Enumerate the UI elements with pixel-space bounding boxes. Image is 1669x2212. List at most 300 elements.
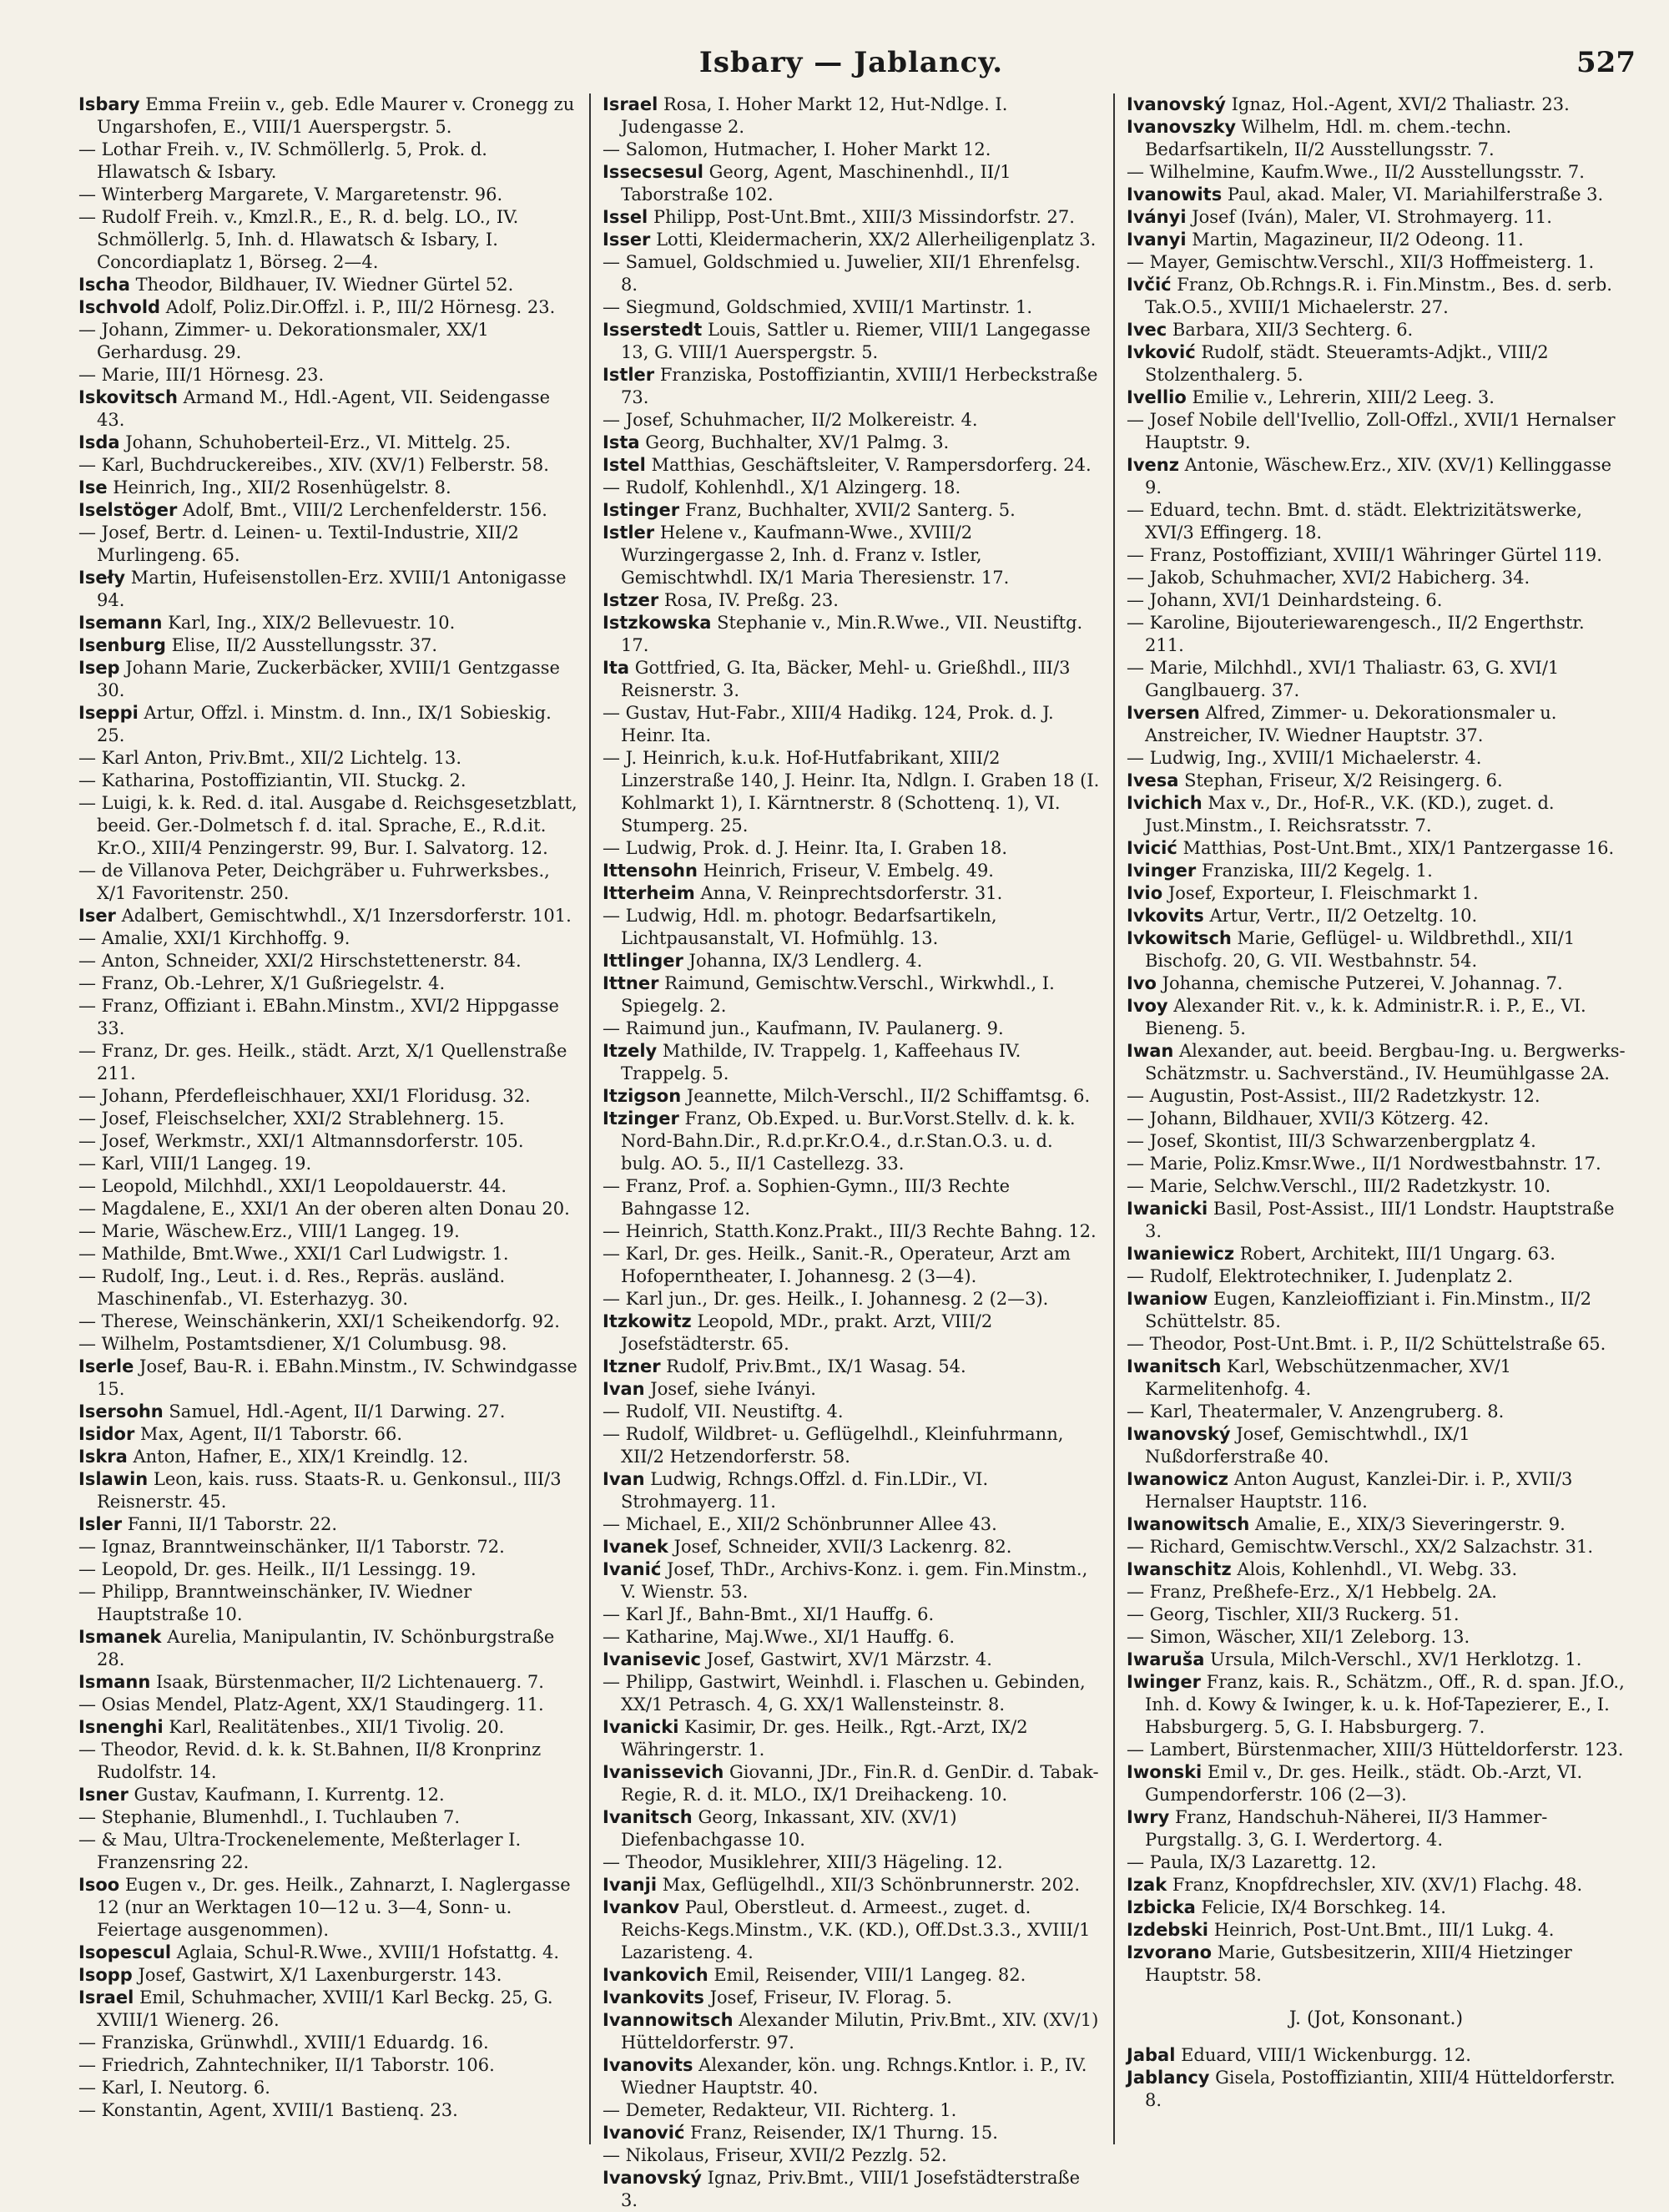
directory-entry: — Stephanie, Blumenhdl., I. Tuchlauben 7. xyxy=(78,1807,461,1827)
directory-entry: — Philipp, Gastwirt, Weinhdl. i. Flaschen u. Gebinden, XX/1 Petrasch. 4, G. XX/1 Wallensteinstr. 8. xyxy=(603,1672,1086,1715)
directory-entry: — Heinrich, Statth.Konz.Prakt., III/3 Rechte Bahng. 12. xyxy=(603,1221,1097,1241)
directory-entry: — Karl, I. Neutorg. 6. xyxy=(78,2078,270,2098)
directory-entry: — J. Heinrich, k.u.k. Hof-Hutfabrikant, XIII/2 Linzerstraße 140, J. Heinr. Ita, Ndlgn. I. Graben 18 (I. Kohlmarkt 1), I. Kärntnerstr. 8 (Schottenq. 1), VI. Stumperg. 25. xyxy=(603,748,1100,836)
directory-entry: Isopescul Aglaia, Schul-R.Wwe., XVIII/1 Hofstattg. 4. xyxy=(78,1942,560,1962)
entry-surname: Ischa xyxy=(78,275,130,295)
directory-entry: Ivellio Emilie v., Lehrerin, XIII/2 Leeg. 3. xyxy=(1127,387,1495,407)
directory-entry: Ivinger Franziska, III/2 Kegelg. 1. xyxy=(1127,861,1433,881)
entry-surname: Isopescul xyxy=(78,1942,172,1962)
directory-entry: — Samuel, Goldschmied u. Juwelier, XII/1 Ehrenfelsg. 8. xyxy=(603,252,1081,295)
directory-entry: Ivkowitsch Marie, Geflügel- u. Wildbrethdl., XII/1 Bischofg. 20, G. VII. Westbahnstr. 54. xyxy=(1127,928,1576,971)
directory-entry: — Karl, Theatermaler, V. Anzengruberg. 8. xyxy=(1127,1401,1505,1422)
directory-entry: — Paula, IX/3 Lazarettg. 12. xyxy=(1127,1852,1377,1872)
entry-surname: Iwanowitsch xyxy=(1127,1514,1250,1534)
directory-entry: Ivo Johanna, chemische Putzerei, V. Johannag. 7. xyxy=(1127,973,1563,993)
entry-surname: Iwanitsch xyxy=(1127,1356,1222,1376)
entry-surname: Ivanisevic xyxy=(603,1649,701,1669)
entry-surname: Iseppi xyxy=(78,703,139,723)
entry-surname: Itzely xyxy=(603,1041,658,1061)
entry-surname: Ivanowits xyxy=(1127,184,1223,205)
entry-surname: Iskovitsch xyxy=(78,387,178,407)
directory-entry: Itzigson Jeannette, Milch-Verschl., II/2 Schiffamtsg. 6. xyxy=(603,1086,1091,1106)
directory-entry: — Karoline, Bijouteriewarengesch., II/2 Engerthstr. 211. xyxy=(1127,613,1585,655)
directory-entry: Ivichich Max v., Dr., Hof-R., V.K. (KD.), zuget. d. Just.Minstm., I. Reichsratsstr. 7. xyxy=(1127,793,1555,836)
directory-entry: Ismann Isaak, Bürstenmacher, II/2 Lichtenauerg. 7. xyxy=(78,1672,544,1692)
directory-entry: — Nikolaus, Friseur, XVII/2 Pezzlg. 52. xyxy=(603,2145,947,2165)
directory-entry: Iwanschitz Alois, Kohlenhdl., VI. Webg. 33. xyxy=(1127,1559,1518,1579)
entry-surname: Isoo xyxy=(78,1875,120,1895)
directory-entry: Islawin Leon, kais. russ. Staats-R. u. Genkonsul., III/3 Reisnerstr. 45. xyxy=(78,1469,562,1512)
entry-surname: Jablancy xyxy=(1127,2068,1210,2088)
directory-entry: Iversen Alfred, Zimmer- u. Dekorationsmaler u. Anstreicher, IV. Wiedner Hauptstr. 37. xyxy=(1127,703,1557,745)
entry-surname: Iseły xyxy=(78,568,126,588)
directory-entry: Issel Philipp, Post-Unt.Bmt., XIII/3 Missindorfstr. 27. xyxy=(603,207,1075,227)
directory-entry: — Marie, Selchw.Verschl., III/2 Radetzkystr. 10. xyxy=(1127,1176,1551,1196)
directory-entry: Itzely Mathilde, IV. Trappelg. 1, Kaffeehaus IV. Trappelg. 5. xyxy=(603,1041,1021,1083)
page-number: 527 xyxy=(1576,46,1636,79)
directory-entry: Iselstöger Adolf, Bmt., VIII/2 Lerchenfelderstr. 156. xyxy=(78,500,547,520)
directory-entry: Istel Matthias, Geschäftsleiter, V. Rampersdorferg. 24. xyxy=(603,455,1092,475)
directory-entry: — Lothar Freih. v., IV. Schmöllerlg. 5, Prok. d. Hlawatsch & Isbary. xyxy=(78,139,487,182)
entry-surname: Iwry xyxy=(1127,1807,1170,1827)
section-heading: J. (Jot, Konsonant.) xyxy=(1288,2008,1464,2029)
entry-surname: Izbicka xyxy=(1127,1897,1196,1917)
directory-entry: Iwanitsch Karl, Webschützenmacher, XV/1 Karmelitenhofg. 4. xyxy=(1127,1356,1512,1399)
entry-surname: Ivichich xyxy=(1127,793,1203,813)
directory-entry: — Rudolf Freih. v., Kmzl.R., E., R. d. belg. LO., IV. Schmöllerlg. 5, Inh. d. Hlawatsch & Isbary, I. Concordiaplatz 1, Börseg. 2—4. xyxy=(78,207,519,272)
entry-surname: Izak xyxy=(1127,1875,1167,1895)
entry-surname: Istinger xyxy=(603,500,680,520)
entry-surname: Israel xyxy=(78,1987,134,2007)
directory-entry: Isnenghi Karl, Realitätenbes., XII/1 Tivolig. 20. xyxy=(78,1717,505,1737)
directory-entry: Jablancy Gisela, Postoffiziantin, XIII/4 Hütteldorferstr. 8. xyxy=(1127,2068,1616,2110)
directory-entry: — Jakob, Schuhmacher, XVI/2 Habicherg. 34. xyxy=(1127,568,1530,588)
entry-surname: Ivenz xyxy=(1127,455,1179,475)
directory-entry: Ivankovits Josef, Friseur, IV. Florag. 5. xyxy=(603,1987,952,2007)
directory-entry: — Mathilde, Bmt.Wwe., XXI/1 Carl Ludwigstr. 1. xyxy=(78,1244,509,1264)
entry-surname: Ivanek xyxy=(603,1537,668,1557)
entry-surname: Iwan xyxy=(1127,1041,1174,1061)
directory-entry: Ista Georg, Buchhalter, XV/1 Palmg. 3. xyxy=(603,432,950,452)
directory-entry: Ivanovský Ignaz, Hol.-Agent, XVI/2 Thaliastr. 23. xyxy=(1127,94,1570,114)
directory-entry: — Ludwig, Hdl. m. photogr. Bedarfsartikeln, Lichtpausanstalt, VI. Hofmühlg. 13. xyxy=(603,906,997,948)
directory-entry: Iseły Martin, Hufeisenstollen-Erz. XVIII/1 Antonigasse 94. xyxy=(78,568,567,610)
directory-entry: Israel Emil, Schuhmacher, XVIII/1 Karl Beckg. 25, G. XVIII/1 Wienerg. 26. xyxy=(78,1987,553,2030)
directory-entry: Isbary Emma Freiin v., geb. Edle Maurer v. Cronegg zu Ungarshofen, E., VIII/1 Auerspergstr. 5. xyxy=(78,94,575,137)
entry-surname: Istzkowska xyxy=(603,613,712,633)
directory-entry: — Rudolf, Ing., Leut. i. d. Res., Repräs. ausländ. Maschinenfab., VI. Esterhazyg. 30. xyxy=(78,1266,506,1309)
directory-entry: — de Villanova Peter, Deichgräber u. Fuhrwerksbes., X/1 Favoritenstr. 250. xyxy=(78,861,550,903)
directory-entry: — Marie, Poliz.Kmsr.Wwe., II/1 Nordwestbahnstr. 17. xyxy=(1127,1154,1601,1174)
entry-surname: Iser xyxy=(78,906,116,926)
column-3 xyxy=(1115,93,1637,2144)
directory-entry: Ivannowitsch Alexander Milutin, Priv.Bmt., XIV. (XV/1) Hütteldorferstr. 97. xyxy=(603,2010,1099,2053)
directory-entry: — Katharine, Maj.Wwe., XI/1 Hauffg. 6. xyxy=(603,1627,956,1647)
directory-entry: — Theodor, Post-Unt.Bmt. i. P., II/2 Schüttelstraße 65. xyxy=(1127,1334,1606,1354)
entry-surname: Istler xyxy=(603,523,655,543)
entry-surname: Iskra xyxy=(78,1447,128,1467)
entry-surname: Ismanek xyxy=(78,1627,162,1647)
directory-entry: Ittensohn Heinrich, Friseur, V. Embelg. 49. xyxy=(603,861,994,881)
directory-entry: Istler Franziska, Postoffiziantin, XVIII/1 Herbeckstraße 73. xyxy=(603,365,1098,407)
entry-surname: Issel xyxy=(603,207,648,227)
directory-entry: — Simon, Wäscher, XII/1 Zeleborg. 13. xyxy=(1127,1627,1470,1647)
directory-entry: — Wilhelmine, Kaufm.Wwe., II/2 Ausstellungsstr. 7. xyxy=(1127,162,1585,182)
entry-surname: Ivanitsch xyxy=(603,1807,693,1827)
directory-entry: Isersohn Samuel, Hdl.-Agent, II/1 Darwing. 27. xyxy=(78,1401,506,1422)
directory-entry: Iwanicki Basil, Post-Assist., III/1 Londstr. Hauptstraße 3. xyxy=(1127,1199,1615,1241)
directory-entry: Iseppi Artur, Offzl. i. Minstm. d. Inn., IX/1 Sobieskig. 25. xyxy=(78,703,552,745)
entry-surname: Ivčić xyxy=(1127,275,1172,295)
entry-surname: Ise xyxy=(78,477,108,497)
directory-entry: — Winterberg Margarete, V. Margaretenstr. 96. xyxy=(78,184,503,205)
directory-entry: Ivanić Josef, ThDr., Archivs-Konz. i. gem. Fin.Minstm., V. Wienstr. 53. xyxy=(603,1559,1088,1602)
entry-surname: Ivkowitsch xyxy=(1127,928,1232,948)
entry-surname: Ittlinger xyxy=(603,951,683,971)
entry-surname: Isersohn xyxy=(78,1401,164,1422)
directory-entry: — Karl, VIII/1 Langeg. 19. xyxy=(78,1154,312,1174)
entry-surname: Isbary xyxy=(78,94,140,114)
directory-entry: Ivanović Franz, Reisender, IX/1 Thurng. 15. xyxy=(603,2123,998,2143)
directory-entry: Ivković Rudolf, städt. Steueramts-Adjkt., VIII/2 Stolzenthalerg. 5. xyxy=(1127,342,1549,385)
entry-surname: Istel xyxy=(603,455,646,475)
entry-surname: Isda xyxy=(78,432,120,452)
directory-entry: — Luigi, k. k. Red. d. ital. Ausgabe d. Reichsgesetzblatt, beeid. Ger.-Dolmetsch f. d. ital. Sprache, E., R.d.it. Kr.O., XIII/4 Penzingerstr. 99, Bur. I. Salvatorg. 12. xyxy=(78,793,577,858)
entry-surname: Ivanovský xyxy=(603,2168,702,2188)
directory-entry: — Karl jun., Dr. ges. Heilk., I. Johannesg. 2 (2—3). xyxy=(603,1289,1049,1309)
directory-entry: — Mayer, Gemischtw.Verschl., XII/3 Hoffmeisterg. 1. xyxy=(1127,252,1595,272)
entry-surname: Ivanissevich xyxy=(603,1762,724,1782)
directory-entry: — Franz, Offiziant i. EBahn.Minstm., XVI/2 Hippgasse 33. xyxy=(78,996,559,1038)
entry-surname: Issecsesul xyxy=(603,162,703,182)
directory-entry: Isserstedt Louis, Sattler u. Riemer, VIII/1 Langegasse 13, G. VIII/1 Auerspergstr. 5. xyxy=(603,320,1091,362)
directory-entry: Ischa Theodor, Bildhauer, IV. Wiedner Gürtel 52. xyxy=(78,275,514,295)
directory-entry: Ivankov Paul, Oberstleut. d. Armeest., zuget. d. Reichs-Kegs.Minstm., V.K. (KD.), Off.Dst.3.3., XVIII/1 Lazaristeng. 4. xyxy=(603,1897,1091,1962)
directory-entry: — Rudolf, Wildbret- u. Geflügelhdl., Kleinfuhrmann, XII/2 Hetzendorferstr. 58. xyxy=(603,1424,1064,1467)
entry-surname: Isler xyxy=(78,1514,123,1534)
entry-surname: Ittensohn xyxy=(603,861,698,881)
entry-surname: Iversen xyxy=(1127,703,1200,723)
entry-surname: Ita xyxy=(603,658,630,678)
directory-entry: Ivan Ludwig, Rchngs.Offzl. d. Fin.LDir., VI. Strohmayerg. 11. xyxy=(603,1469,989,1512)
directory-entry: — Michael, E., XII/2 Schönbrunner Allee 43. xyxy=(603,1514,997,1534)
entry-surname: Islawin xyxy=(78,1469,149,1489)
entry-surname: Ismann xyxy=(78,1672,151,1692)
directory-entry: Istinger Franz, Buchhalter, XVII/2 Santerg. 5. xyxy=(603,500,1016,520)
directory-entry: Izak Franz, Knopfdrechsler, XIV. (XV/1) Flachg. 48. xyxy=(1127,1875,1583,1895)
directory-entry: — Marie, III/1 Hörnesg. 23. xyxy=(78,365,325,385)
directory-entry: — Wilhelm, Postamtsdiener, X/1 Columbusg. 98. xyxy=(78,1334,507,1354)
entry-surname: Itzinger xyxy=(603,1109,679,1129)
entry-surname: Ista xyxy=(603,432,640,452)
entry-surname: Ivankovits xyxy=(603,1987,704,2007)
directory-entry: Isemann Karl, Ing., XIX/2 Bellevuestr. 10. xyxy=(78,613,456,633)
directory-entry: Isep Johann Marie, Zuckerbäcker, XVIII/1 Gentzgasse 30. xyxy=(78,658,560,700)
directory-entry: Ivanovits Alexander, kön. ung. Rchngs.Kntlor. i. P., IV. Wiedner Hauptstr. 40. xyxy=(603,2055,1087,2098)
directory-entry: — Raimund jun., Kaufmann, IV. Paulanerg. 9. xyxy=(603,1018,1004,1038)
entry-surname: Iwanovský xyxy=(1127,1424,1231,1444)
directory-entry: Iwanowicz Anton August, Kanzlei-Dir. i. P., XVII/3 Hernalser Hauptstr. 116. xyxy=(1127,1469,1573,1512)
directory-entry: — Josef, Schuhmacher, II/2 Molkereistr. 4. xyxy=(603,410,978,430)
entry-surname: Itzkowitz xyxy=(603,1311,692,1331)
directory-entry: Ivanowits Paul, akad. Maler, VI. Mariahilferstraße 3. xyxy=(1127,184,1604,205)
entry-surname: Iselstöger xyxy=(78,500,178,520)
directory-entry: Isda Johann, Schuhoberteil-Erz., VI. Mittelg. 25. xyxy=(78,432,512,452)
entry-surname: Isnenghi xyxy=(78,1717,164,1737)
directory-entry: Ivan Josef, siehe Iványi. xyxy=(603,1379,816,1399)
directory-entry: Iwonski Emil v., Dr. ges. Heilk., städt. Ob.-Arzt, VI. Gumpendorferstr. 106 (2—3). xyxy=(1127,1762,1583,1805)
directory-entry: Ivanovszky Wilhelm, Hdl. m. chem.-techn. Bedarfsartikeln, II/2 Ausstellungsstr. 7. xyxy=(1127,117,1512,159)
entry-surname: Ivicić xyxy=(1127,838,1177,858)
directory-entry: — Franz, Preßhefe-Erz., X/1 Hebbelg. 2A. xyxy=(1127,1582,1497,1602)
directory-entry: — Augustin, Post-Assist., III/2 Radetzkystr. 12. xyxy=(1127,1086,1540,1106)
directory-entry: — Theodor, Revid. d. k. k. St.Bahnen, II/8 Kronprinz Rudolfstr. 14. xyxy=(78,1740,542,1782)
page-title: Isbary — Jablancy. xyxy=(698,46,1004,79)
directory-entry: Ivio Josef, Exporteur, I. Fleischmarkt 1. xyxy=(1127,883,1479,903)
directory-entry: — Franz, Prof. a. Sophien-Gymn., III/3 Rechte Bahngasse 12. xyxy=(603,1176,1011,1219)
directory-entry: — Amalie, XXI/1 Kirchhoffg. 9. xyxy=(78,928,350,948)
directory-entry: Ise Heinrich, Ing., XII/2 Rosenhügelstr. 8. xyxy=(78,477,451,497)
entry-surname: Itzner xyxy=(603,1356,661,1376)
entry-surname: Isserstedt xyxy=(603,320,703,340)
directory-entry: — Theodor, Musiklehrer, XIII/3 Hägeling. 12. xyxy=(603,1852,1003,1872)
directory-entry: — Franz, Dr. ges. Heilk., städt. Arzt, X/1 Quellenstraße 211. xyxy=(78,1041,567,1083)
directory-entry: — Ludwig, Prok. d. J. Heinr. Ita, I. Graben 18. xyxy=(603,838,1008,858)
directory-entry: Iwaniow Eugen, Kanzleioffiziant i. Fin.Minstm., II/2 Schüttelstr. 85. xyxy=(1127,1289,1592,1331)
entry-surname: Isner xyxy=(78,1785,129,1805)
entry-surname: Ivanicki xyxy=(603,1717,679,1737)
entry-surname: Iwanicki xyxy=(1127,1199,1208,1219)
entry-surname: Iwaruša xyxy=(1127,1649,1205,1669)
directory-entry: — Karl Jf., Bahn-Bmt., XI/1 Hauffg. 6. xyxy=(603,1604,935,1624)
entry-surname: Ivec xyxy=(1127,320,1167,340)
directory-entry: Iwanowitsch Amalie, E., XIX/3 Sieveringerstr. 9. xyxy=(1127,1514,1566,1534)
page-header xyxy=(67,46,1636,96)
directory-entry: Isler Fanni, II/1 Taborstr. 22. xyxy=(78,1514,338,1534)
directory-entry: Ivanicki Kasimir, Dr. ges. Heilk., Rgt.-Arzt, IX/2 Währingerstr. 1. xyxy=(603,1717,1028,1760)
directory-entry: — Richard, Gemischtw.Verschl., XX/2 Salzachstr. 31. xyxy=(1127,1537,1594,1557)
entry-surname: Iwanowicz xyxy=(1127,1469,1229,1489)
directory-entry: Ivanek Josef, Schneider, XVII/3 Lackenrg. 82. xyxy=(603,1537,1012,1557)
directory-entry: — Josef, Werkmstr., XXI/1 Altmannsdorferstr. 105. xyxy=(78,1131,524,1151)
entry-surname: Iwaniow xyxy=(1127,1289,1208,1309)
directory-entry: Ittner Raimund, Gemischtw.Verschl., Wirkwhdl., I. Spiegelg. 2. xyxy=(603,973,1055,1016)
directory-entry: Iwaruša Ursula, Milch-Verschl., XV/1 Herklotzg. 1. xyxy=(1127,1649,1582,1669)
directory-entry: Ivanji Max, Geflügelhdl., XII/3 Schönbrunnerstr. 202. xyxy=(603,1875,1081,1895)
entry-surname: Ivan xyxy=(603,1379,645,1399)
directory-entry: Iskra Anton, Hafner, E., XIX/1 Kreindlg. 12. xyxy=(78,1447,469,1467)
entry-surname: Izvorano xyxy=(1127,1942,1213,1962)
directory-entry: Issecsesul Georg, Agent, Maschinenhdl., II/1 Taborstraße 102. xyxy=(603,162,1011,205)
entry-surname: Ivanji xyxy=(603,1875,658,1895)
directory-entry: — Josef Nobile dell'Ivellio, Zoll-Offzl., XVII/1 Hernalser Hauptstr. 9. xyxy=(1127,410,1616,452)
entry-surname: Ivanović xyxy=(603,2123,685,2143)
directory-entry: Iwinger Franz, kais. R., Schätzm., Off., R. d. span. Jf.O., Inh. d. Kowy & Iwinger, k. u. k. Hof-Tapezierer, E., I. Habsburgerg. 5, G. I. Habsburgerg. 7. xyxy=(1127,1672,1625,1737)
entry-surname: Ivanić xyxy=(603,1559,662,1579)
directory-entry: Israel Rosa, I. Hoher Markt 12, Hut-Ndlge. I. Judengasse 2. xyxy=(603,94,1008,137)
directory-entry: — Anton, Schneider, XXI/2 Hirschstettenerstr. 84. xyxy=(78,951,522,971)
entry-surname: Iwanschitz xyxy=(1127,1559,1232,1579)
entry-surname: Isep xyxy=(78,658,120,678)
entry-surname: Isemann xyxy=(78,613,163,633)
directory-entry: Ivanovský Ignaz, Priv.Bmt., VIII/1 Josefstädterstraße 3. xyxy=(603,2168,1081,2210)
directory-entry: — Franz, Ob.-Lehrer, X/1 Gußriegelstr. 4. xyxy=(78,973,446,993)
entry-surname: Itzigson xyxy=(603,1086,682,1106)
entry-surname: Ivankovich xyxy=(603,1965,708,1985)
entry-surname: Iwinger xyxy=(1127,1672,1201,1692)
directory-entry: Ivicić Matthias, Post-Unt.Bmt., XIX/1 Pantzergasse 16. xyxy=(1127,838,1615,858)
entry-surname: Ivesa xyxy=(1127,770,1179,790)
entry-surname: Ivankov xyxy=(603,1897,680,1917)
directory-entry: Iványi Josef (Iván), Maler, VI. Strohmayerg. 11. xyxy=(1127,207,1552,227)
entry-surname: Jabal xyxy=(1127,2045,1176,2065)
entry-surname: Ivan xyxy=(603,1469,645,1489)
entry-surname: Israel xyxy=(603,94,658,114)
entry-surname: Ivinger xyxy=(1127,861,1197,881)
directory-entry: — Demeter, Redakteur, VII. Richterg. 1. xyxy=(603,2100,957,2120)
directory-entry: Iser Adalbert, Gemischtwhdl., X/1 Inzersdorferstr. 101. xyxy=(78,906,572,926)
entry-surname: Ivanovský xyxy=(1127,94,1226,114)
directory-entry: Istler Helene v., Kaufmann-Wwe., XVIII/2 Wurzingergasse 2, Inh. d. Franz v. Istler, Gemischtwhdl. IX/1 Maria Theresienstr. 17. xyxy=(603,523,1010,588)
directory-entry: Isner Gustav, Kaufmann, I. Kurrentg. 12. xyxy=(78,1785,445,1805)
directory-entry: — Marie, Milchhdl., XVI/1 Thaliastr. 63, G. XVI/1 Ganglbauerg. 37. xyxy=(1127,658,1560,700)
entry-surname: Ivanovszky xyxy=(1127,117,1237,137)
entry-surname: Isser xyxy=(603,230,651,250)
entry-surname: Ivanyi xyxy=(1127,230,1187,250)
column-1 xyxy=(67,93,591,2144)
directory-entry: Ivanisevic Josef, Gastwirt, XV/1 Märzstr. 4. xyxy=(603,1649,992,1669)
directory-entry: — Johann, XVI/1 Deinhardsteing. 6. xyxy=(1127,590,1443,610)
directory-entry: — Karl Anton, Priv.Bmt., XII/2 Lichtelg. 13. xyxy=(78,748,462,768)
directory-entry: Isoo Eugen v., Dr. ges. Heilk., Zahnarzt, I. Naglergasse 12 (nur an Werktagen 10—12 u. 3—4, Sonn- u. Feiertage ausgenommen). xyxy=(78,1875,571,1940)
directory-entry: Ivkovits Artur, Vertr., II/2 Oetzeltg. 10. xyxy=(1127,906,1478,926)
directory-entry: — Eduard, techn. Bmt. d. städt. Elektrizitätswerke, XVI/3 Effingerg. 18. xyxy=(1127,500,1582,543)
directory-entry: — Josef, Bertr. d. Leinen- u. Textil-Industrie, XII/2 Murlingeng. 65. xyxy=(78,523,519,565)
entry-surname: Isopp xyxy=(78,1965,133,1985)
directory-entry: Ittlinger Johanna, IX/3 Lendlerg. 4. xyxy=(603,951,923,971)
directory-entry: Izbicka Felicie, IX/4 Borschkeg. 14. xyxy=(1127,1897,1446,1917)
directory-entry: Itzner Rudolf, Priv.Bmt., IX/1 Wasag. 54. xyxy=(603,1356,966,1376)
directory-entry: Itzinger Franz, Ob.Exped. u. Bur.Vorst.Stellv. d. k. k. Nord-Bahn.Dir., R.d.pr.Kr.O.4., d.r.Stan.O.3. u. d. bulg. AO. 5., II/1 Castellezg. 33. xyxy=(603,1109,1076,1174)
directory-entry: Izdebski Heinrich, Post-Unt.Bmt., III/1 Lukg. 4. xyxy=(1127,1920,1555,1940)
directory-entry: — Lambert, Bürstenmacher, XIII/3 Hütteldorferstr. 123. xyxy=(1127,1740,1624,1760)
directory-entry: Ivoy Alexander Rit. v., k. k. Administr.R. i. P., E., VI. Bieneng. 5. xyxy=(1127,996,1586,1038)
directory-entry: — Magdalene, E., XXI/1 An der oberen alten Donau 20. xyxy=(78,1199,570,1219)
entry-surname: Iserle xyxy=(78,1356,134,1376)
directory-entry: Iwanovský Josef, Gemischtwhdl., IX/1 Nußdorferstraße 40. xyxy=(1127,1424,1470,1467)
directory-entry: — Ignaz, Branntweinschänker, II/1 Taborstr. 72. xyxy=(78,1537,505,1557)
entry-surname: Istzer xyxy=(603,590,659,610)
directory-entry: — Rudolf, Elektrotechniker, I. Judenplatz 2. xyxy=(1127,1266,1514,1286)
directory-entry: — Rudolf, Kohlenhdl., X/1 Alzingerg. 18. xyxy=(603,477,961,497)
directory-entry: Isser Lotti, Kleidermacherin, XX/2 Allerheiligenplatz 3. xyxy=(603,230,1097,250)
entry-surname: Ittner xyxy=(603,973,659,993)
directory-entry: — Friedrich, Zahntechniker, II/1 Taborstr. 106. xyxy=(78,2055,495,2075)
directory-entry: — Franziska, Grünwhdl., XVIII/1 Eduardg. 16. xyxy=(78,2033,489,2053)
directory-entry: Ivesa Stephan, Friseur, X/2 Reisingerg. 6. xyxy=(1127,770,1503,790)
directory-entry: — Ludwig, Ing., XVIII/1 Michaelerstr. 4. xyxy=(1127,748,1482,768)
directory-entry: — Osias Mendel, Platz-Agent, XX/1 Staudingerg. 11. xyxy=(78,1694,544,1715)
directory-entry: — Karl, Dr. ges. Heilk., Sanit.-R., Operateur, Arzt am Hofoperntheater, I. Johannesg. 2 (3—4). xyxy=(603,1244,1071,1286)
entry-surname: Istler xyxy=(603,365,655,385)
directory-entry: Ivanyi Martin, Magazineur, II/2 Odeong. 11. xyxy=(1127,230,1524,250)
directory-entry: — Katharina, Postoffiziantin, VII. Stuckg. 2. xyxy=(78,770,466,790)
directory-entry: Iwan Alexander, aut. beeid. Bergbau-Ing. u. Bergwerks-Schätzmstr. u. Sachverständ., IV. Heumühlgasse 2A. xyxy=(1127,1041,1626,1083)
directory-entry: — Karl, Buchdruckereibes., XIV. (XV/1) Felberstr. 58. xyxy=(78,455,549,475)
directory-entry: Ivankovich Emil, Reisender, VIII/1 Langeg. 82. xyxy=(603,1965,1026,1985)
entry-surname: Ivkovits xyxy=(1127,906,1204,926)
entry-surname: Ivellio xyxy=(1127,387,1187,407)
directory-entry: Isopp Josef, Gastwirt, X/1 Laxenburgerstr. 143. xyxy=(78,1965,502,1985)
entry-surname: Ivković xyxy=(1127,342,1196,362)
entry-surname: Ivo xyxy=(1127,973,1157,993)
directory-entry: Itterheim Anna, V. Reinprechtsdorferstr. 31. xyxy=(603,883,1003,903)
directory-entry: Istzer Rosa, IV. Preßg. 23. xyxy=(603,590,839,610)
directory-entry: — Salomon, Hutmacher, I. Hoher Markt 12. xyxy=(603,139,991,159)
entry-surname: Iwaniewicz xyxy=(1127,1244,1235,1264)
directory-entry: — Rudolf, VII. Neustiftg. 4. xyxy=(603,1401,844,1422)
entry-surname: Ivio xyxy=(1127,883,1163,903)
entry-surname: Itterheim xyxy=(603,883,695,903)
directory-entry: — Philipp, Branntweinschänker, IV. Wiedner Hauptstraße 10. xyxy=(78,1582,472,1624)
directory-entry: — Siegmund, Goldschmied, XVIII/1 Martinstr. 1. xyxy=(603,297,1033,317)
directory-entry: Isenburg Elise, II/2 Ausstellungsstr. 37. xyxy=(78,635,438,655)
entry-surname: Iványi xyxy=(1127,207,1187,227)
directory-entry: — Johann, Bildhauer, XVII/3 Kötzerg. 42. xyxy=(1127,1109,1490,1129)
directory-entry: — Johann, Zimmer- u. Dekorationsmaler, XX/1 Gerhardusg. 29. xyxy=(78,320,489,362)
directory-entry: Ivenz Antonie, Wäschew.Erz., XIV. (XV/1) Kellinggasse 9. xyxy=(1127,455,1612,497)
directory-entry: Ischvold Adolf, Poliz.Dir.Offzl. i. P., III/2 Hörnesg. 23. xyxy=(78,297,556,317)
directory-entry: Ivec Barbara, XII/3 Sechterg. 6. xyxy=(1127,320,1414,340)
directory-entry: Itzkowitz Leopold, MDr., prakt. Arzt, VIII/2 Josefstädterstr. 65. xyxy=(603,1311,993,1354)
entry-surname: Ischvold xyxy=(78,297,161,317)
directory-entry: Ivčić Franz, Ob.Rchngs.R. i. Fin.Minstm., Bes. d. serb. Tak.O.5., XVIII/1 Michaelerstr. 27. xyxy=(1127,275,1612,317)
directory-entry: Ivanissevich Giovanni, JDr., Fin.R. d. GenDir. d. Tabak-Regie, R. d. it. MLO., IX/1 Dreihackeng. 10. xyxy=(603,1762,1099,1805)
directory-entry: Ita Gottfried, G. Ita, Bäcker, Mehl- u. Grießhdl., III/3 Reisnerstr. 3. xyxy=(603,658,1071,700)
directory-entry: — Leopold, Dr. ges. Heilk., II/1 Lessingg. 19. xyxy=(78,1559,476,1579)
entry-surname: Ivoy xyxy=(1127,996,1168,1016)
entry-surname: Ivanovits xyxy=(603,2055,693,2075)
directory-entry: — Josef, Skontist, III/3 Schwarzenbergplatz 4. xyxy=(1127,1131,1536,1151)
entry-surname: Isidor xyxy=(78,1424,135,1444)
directory-entry: Isidor Max, Agent, II/1 Taborstr. 66. xyxy=(78,1424,402,1444)
entry-surname: Ivannowitsch xyxy=(603,2010,734,2030)
directory-entry: Istzkowska Stephanie v., Min.R.Wwe., VII. Neustiftg. 17. xyxy=(603,613,1083,655)
directory-entry: Ivanitsch Georg, Inkassant, XIV. (XV/1) Diefenbachgasse 10. xyxy=(603,1807,957,1850)
directory-entry: Ismanek Aurelia, Manipulantin, IV. Schönburgstraße 28. xyxy=(78,1627,555,1669)
directory-entry: Izvorano Marie, Gutsbesitzerin, XIII/4 Hietzinger Hauptstr. 58. xyxy=(1127,1942,1572,1985)
directory-entry: — Johann, Pferdefleischhauer, XXI/1 Floridusg. 32. xyxy=(78,1086,531,1106)
entry-surname: Isenburg xyxy=(78,635,166,655)
directory-entry: — & Mau, Ultra-Trockenelemente, Meßterlager I. Franzensring 22. xyxy=(78,1830,522,1872)
directory-entry: — Josef, Fleischselcher, XXI/2 Strablehnerg. 15. xyxy=(78,1109,505,1129)
directory-entry: — Georg, Tischler, XII/3 Ruckerg. 51. xyxy=(1127,1604,1460,1624)
directory-entry: — Franz, Postoffiziant, XVIII/1 Währinger Gürtel 119. xyxy=(1127,545,1602,565)
column-2 xyxy=(591,93,1115,2210)
directory-entry: — Leopold, Milchhdl., XXI/1 Leopoldauerstr. 44. xyxy=(78,1176,507,1196)
directory-entry: Iskovitsch Armand M., Hdl.-Agent, VII. Seidengasse 43. xyxy=(78,387,551,430)
directory-entry: — Therese, Weinschänkerin, XXI/1 Scheikendorfg. 92. xyxy=(78,1311,560,1331)
directory-entry: Iwry Franz, Handschuh-Näherei, II/3 Hammer-Purgstallg. 3, G. I. Werdertorg. 4. xyxy=(1127,1807,1548,1850)
directory-entry: — Marie, Wäschew.Erz., VIII/1 Langeg. 19. xyxy=(78,1221,460,1241)
entry-surname: Izdebski xyxy=(1127,1920,1209,1940)
directory-columns xyxy=(67,93,1637,2210)
directory-entry: Jabal Eduard, VIII/1 Wickenburgg. 12. xyxy=(1127,2045,1471,2065)
entry-surname: Iwonski xyxy=(1127,1762,1203,1782)
directory-entry: Iwaniewicz Robert, Architekt, III/1 Ungarg. 63. xyxy=(1127,1244,1556,1264)
directory-entry: — Konstantin, Agent, XVIII/1 Bastienq. 23. xyxy=(78,2100,458,2120)
directory-entry: Iserle Josef, Bau-R. i. EBahn.Minstm., IV. Schwindgasse 15. xyxy=(78,1356,577,1399)
